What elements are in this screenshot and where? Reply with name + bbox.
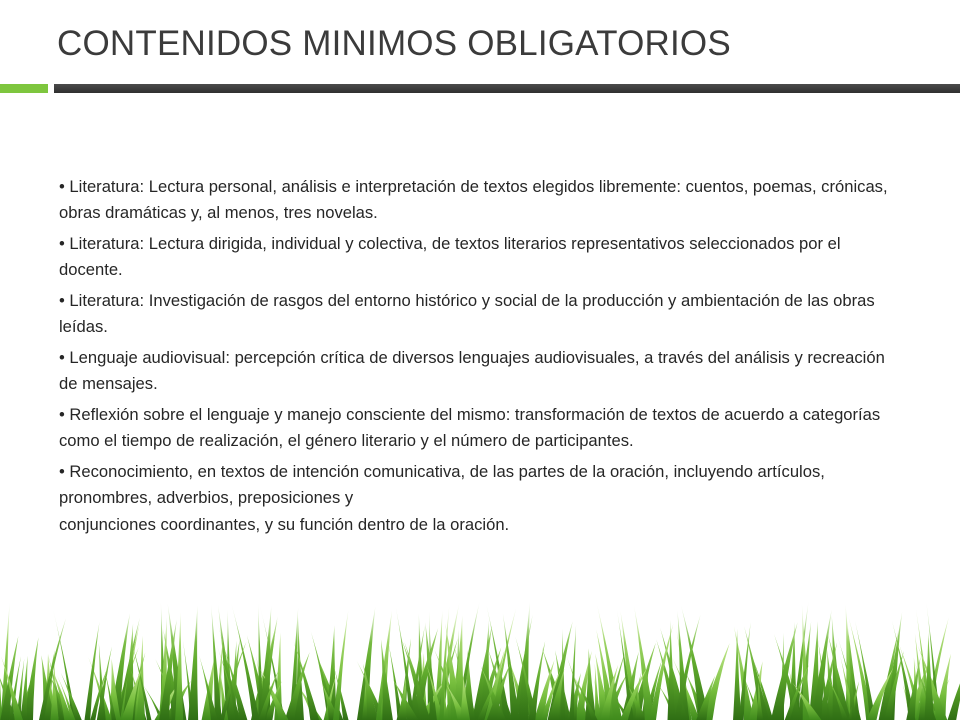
grass-border-image (0, 600, 960, 720)
bullet-item: • Literatura: Lectura dirigida, individual y colectiva, de textos literarios representativos seleccionados por el docente. (59, 234, 841, 279)
bullet-item: • Reflexión sobre el lenguaje y manejo consciente del mismo: transformación de textos de acuerdo a categorías como el tiempo de realización, el género literario y el número de participantes. (59, 405, 881, 450)
slide-title: CONTENIDOS MINIMOS OBLIGATORIOS (57, 24, 731, 63)
bullet-item-continuation: conjunciones coordinantes, y su función dentro de la oración. (59, 515, 510, 534)
bullet-item: • Reconocimiento, en textos de intención comunicativa, de las partes de la oración, incluyendo artículos, pronombres, adverbios, preposiciones y (59, 462, 825, 507)
bullet-item: • Lenguaje audiovisual: percepción crítica de diversos lenguajes audiovisuales, a través del análisis y recreación de mensajes. (59, 348, 885, 393)
bullet-item: • Literatura: Investigación de rasgos del entorno histórico y social de la producción y ambientación de las obras leídas. (59, 291, 875, 336)
bullet-item: • Literatura: Lectura personal, análisis e interpretación de textos elegidos libremente: cuentos, poemas, crónicas, obras dramáticas y, al menos, tres novelas. (59, 177, 888, 222)
content-body (59, 174, 899, 544)
accent-bar (0, 84, 48, 93)
title-divider-bar (54, 84, 960, 93)
